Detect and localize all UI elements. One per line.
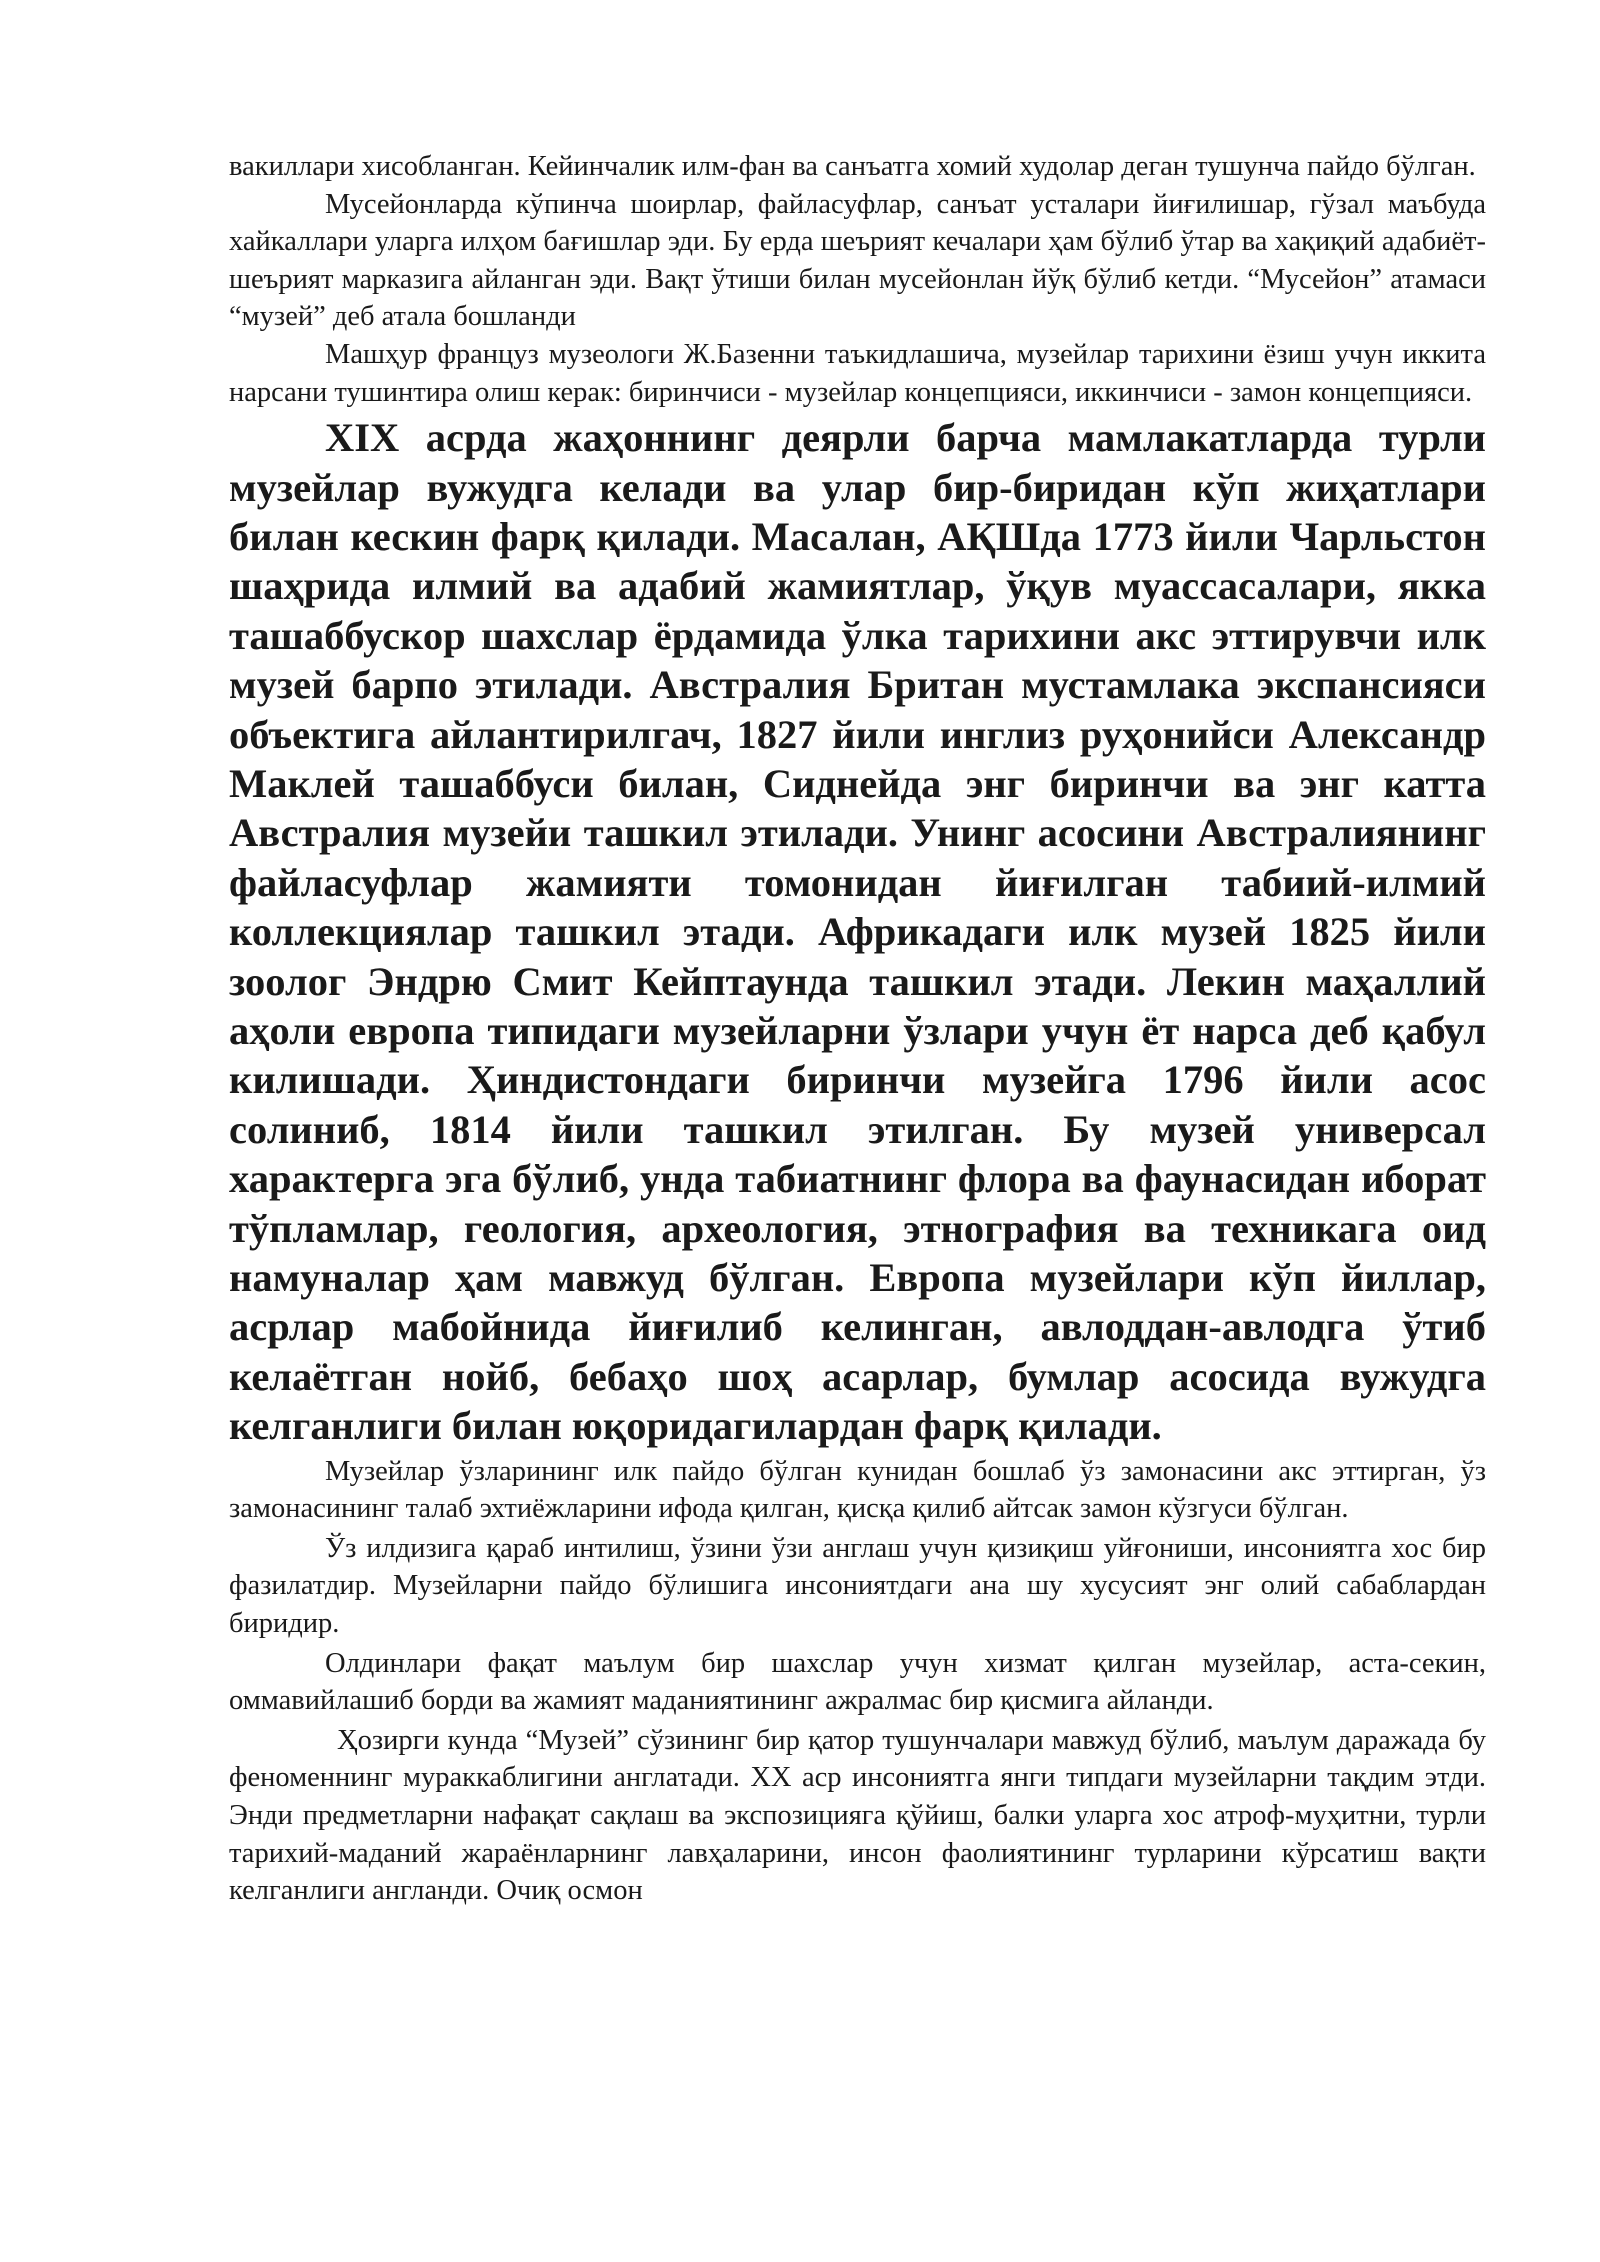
paragraph-6: Ўз илдизига қараб интилиш, ўзини ўзи англаш учун қизиқиш уйғониши, инсониятга хос бир фазилатдир. Музейларни пайдо бўлишига инсониятдаги ана шу хусусият энг олий сабаблардан биридир.: [229, 1532, 1486, 1640]
paragraph-1: вакиллари хисобланган. Кейинчалик илм-фан ва санъатга хомий худолар деган тушунча пайдо бўлган.: [229, 151, 1476, 182]
paragraph-7: Олдинлари фақат маълум бир шахслар учун хизмат қилган музейлар, аста-секин, оммавийлашиб борди ва жамият маданиятининг ажралмас бир қисмига айланди.: [229, 1647, 1486, 1717]
paragraph-5: Музейлар ўзларининг илк пайдо бўлган кунидан бошлаб ўз замонасини акс эттирган, ўз замонасининг талаб эхтиёжларини ифода қилган, қисқа қилиб айтсак замон кўзгуси бўлган.: [229, 1455, 1486, 1525]
bold-paragraph-xix-century: XIX асрда жаҳоннинг деярли барча мамлакатларда турли музейлар вужудга келади ва улар бир-биридан кўп жиҳатлари билан кескин фарқ қилади. Масалан, АҚШда 1773 йили Чарльстон шаҳрида илмий ва адабий жамиятлар, ўқув муассасалари, якка ташаббускор шахслар ёрдамида ўлка тарихини акс эттирувчи илк музей барпо этилади. Австралия Британ мустамлака экспансияси объектига айлантирилгач, 1827 йили инглиз руҳонийси Александр Маклей ташаббуси билан, Сиднейда энг биринчи ва энг катта Австралия музейи ташкил этилади. Унинг асосини Австралиянинг файласуфлар жамияти томонидан йиғилган табиий-илмий коллекциялар ташкил этади. Африкадаги илк музей 1825 йили зоолог Эндрю Смит Кейптаунда ташкил этади. Лекин маҳаллий аҳоли европа типидаги музейларни ўзлари учун ёт нарса деб қабул килишади. Ҳиндистондаги биринчи музейга 1796 йили асос солиниб, 1814 йили ташкил этилган. Бу музей универсал характерга эга бўлиб, унда табиатнинг флора ва фаунасидан иборат тўпламлар, геология, археология, этнография ва техникага оид намуналар ҳам мавжуд бўлган. Европа музейлари кўп йиллар, асрлар мабойнида йиғилиб келинган, авлоддан-авлодга ўтиб келаётган нойб, бебаҳо шоҳ асарлар, бумлар асосида вужудга келганлиги билан юқоридагилардан фарқ қилади.: [229, 415, 1486, 1449]
paragraph-3: Машҳур француз музеологи Ж.Базенни таъкидлашича, музейлар тарихини ёзиш учун иккита нарсани тушинтира олиш керак: биринчиси - музейлар концепцияси, иккинчиси - замон концепцияси.: [229, 338, 1486, 408]
paragraph-8: Ҳозирги кунда “Музей” сўзининг бир қатор тушунчалари мавжуд бўлиб, маълум даражада бу феноменнинг мураккаблигини англатади. XX аср инсониятга янги типдаги музейларни тақдим этди. Энди предметларни нафақат сақлаш ва экспозицияга қўйиш, балки уларга хос атроф-муҳитни, турли тарихий-маданий жараёнларнинг лавҳаларини, инсон фаолиятининг турларини кўрсатиш вақти келганлиги англанди. Очиқ осмон: [229, 1724, 1486, 1907]
paragraph-2: Мусейонларда кўпинча шоирлар, файласуфлар, санъат усталари йиғилишар, гўзал маъбуда хайкаллари уларга илҳом бағишлар эди. Бу ерда шеърият кечалари ҳам бўлиб ўтар ва хақиқий адабиёт-шеърият марказига айланган эди. Вақт ўтиши билан мусейонлан йўқ бўлиб кетди. “Мусейон” атамаси “музей” деб атала бошланди: [229, 188, 1486, 333]
document-page: [229, 148, 1486, 1910]
